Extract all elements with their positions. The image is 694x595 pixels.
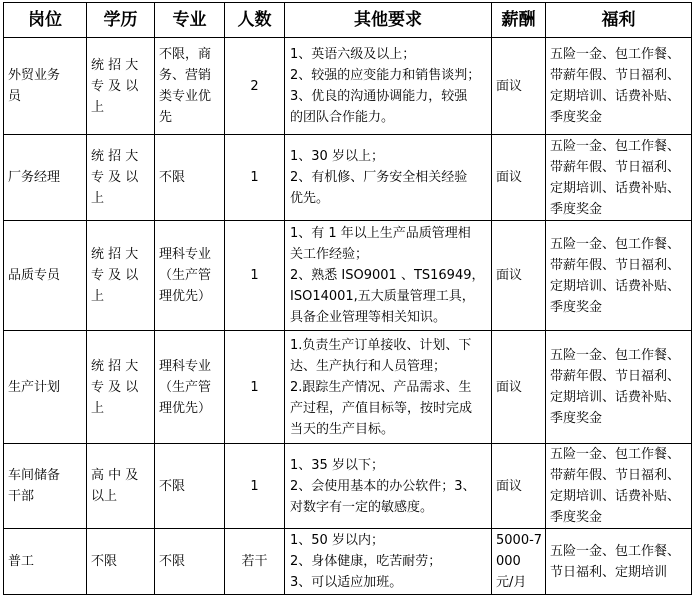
major-cell-line: 务、营销 xyxy=(159,68,212,83)
benefits-cell-line: 五险一金、包工作餐、 xyxy=(550,447,681,462)
header-row xyxy=(4,3,692,38)
benefits-cell xyxy=(546,38,692,135)
benefits-cell xyxy=(546,221,692,331)
table-body xyxy=(4,38,692,595)
major-cell-line: 不限 xyxy=(159,170,186,185)
education-cell-line: 专 及 以 xyxy=(91,379,139,395)
education-cell xyxy=(87,529,155,595)
requirements-cell xyxy=(285,38,492,135)
major-cell-line: （生产管 xyxy=(159,268,212,283)
education-cell-line: 统 招 大 xyxy=(91,149,139,164)
education-cell-line: 统 招 大 xyxy=(91,247,139,262)
table-row xyxy=(4,221,692,331)
salary-cell-line: 5000-7 xyxy=(496,533,543,548)
major-cell-line: 不限 xyxy=(159,554,186,569)
education-cell-line: 上 xyxy=(91,99,105,115)
major-cell-line: 不限 xyxy=(159,478,186,494)
requirements-cell-line: 2.跟踪生产情况、产品需求、生 xyxy=(290,379,472,395)
benefits-cell-line: 五险一金、包工作餐、 xyxy=(550,543,681,559)
major-cell xyxy=(155,444,225,529)
position-cell xyxy=(4,38,87,135)
count-cell: 1 xyxy=(225,135,285,221)
benefits-cell xyxy=(546,444,692,529)
benefits-cell xyxy=(546,331,692,444)
education-cell xyxy=(87,221,155,331)
requirements-cell-line: 2、熟悉 ISO9001 、TS16949， xyxy=(290,268,485,283)
position-cell-line: 厂务经理 xyxy=(8,170,61,185)
benefits-cell-line: 节日福利、定期培训 xyxy=(550,564,668,580)
salary-cell-line: 000 xyxy=(496,554,521,569)
major-cell-line: 理优先） xyxy=(159,400,212,416)
major-cell-line: 理优先） xyxy=(159,289,212,304)
count-cell: 1 xyxy=(225,331,285,444)
benefits-cell-line: 带薪年假、节日福利、 xyxy=(550,68,681,83)
requirements-cell-line: 2、会使用基本的办公软件；3、 xyxy=(290,478,476,494)
position-cell xyxy=(4,135,87,221)
requirements-cell xyxy=(285,331,492,444)
requirements-cell-line: 1、有 1 年以上生产品质管理相 xyxy=(290,226,471,241)
requirements-cell-line: 2、有机修、厂务安全相关经验 xyxy=(290,170,468,185)
education-cell-line: 高 中 及 xyxy=(91,468,139,483)
requirements-cell xyxy=(285,444,492,529)
position-cell xyxy=(4,331,87,444)
benefits-cell-line: 五险一金、包工作餐、 xyxy=(550,236,681,252)
education-cell-line: 不限 xyxy=(91,554,118,569)
count-cell: 1 xyxy=(225,221,285,331)
table-row xyxy=(4,529,692,595)
position-cell-line: 生产计划 xyxy=(8,379,61,395)
position-cell xyxy=(4,221,87,331)
major-cell xyxy=(155,529,225,595)
benefits-cell-line: 季度奖金 xyxy=(550,299,603,315)
benefits-cell-line: 带薪年假、节日福利、 xyxy=(550,257,681,273)
position-cell-line: 普工 xyxy=(8,554,35,569)
requirements-cell-line: 1、30 岁以上； xyxy=(290,149,384,164)
requirements-cell-line: 对数字有一定的敏感度。 xyxy=(290,499,434,515)
header-education: 学历 xyxy=(87,3,155,38)
benefits-cell xyxy=(546,135,692,221)
education-cell-line: 上 xyxy=(91,289,105,304)
benefits-cell-line: 带薪年假、节日福利、 xyxy=(550,468,681,483)
salary-cell xyxy=(492,135,546,221)
salary-cell xyxy=(492,529,546,595)
benefits-cell-line: 五险一金、包工作餐、 xyxy=(550,47,681,62)
requirements-cell-line: 具备企业管理等相关知识。 xyxy=(290,310,447,325)
requirements-cell-line: 2、较强的应变能力和销售谈判； xyxy=(290,68,481,83)
benefits-cell-line: 带薪年假、节日福利、 xyxy=(550,159,681,175)
major-cell-line: 先 xyxy=(159,110,173,125)
table-row xyxy=(4,135,692,221)
education-cell-line: 以上 xyxy=(91,489,118,504)
requirements-cell-line: 1、35 岁以下； xyxy=(290,457,384,473)
requirements-cell-line: 1、50 岁以内； xyxy=(290,533,384,548)
requirements-cell-line: 达、生产执行和人员管理； xyxy=(290,358,447,374)
requirements-cell-line: 关工作经验； xyxy=(290,247,369,262)
count-cell: 2 xyxy=(225,38,285,135)
education-cell xyxy=(87,444,155,529)
benefits-cell-line: 季度奖金 xyxy=(550,201,603,217)
education-cell xyxy=(87,331,155,444)
benefits-cell-line: 季度奖金 xyxy=(550,110,603,125)
benefits-cell-line: 五险一金、包工作餐、 xyxy=(550,348,681,363)
salary-cell-line: 面议 xyxy=(496,478,523,494)
position-cell-line: 车间储备 xyxy=(8,468,61,483)
table-row xyxy=(4,331,692,444)
position-cell-line: 外贸业务 xyxy=(8,68,61,83)
salary-cell xyxy=(492,38,546,135)
major-cell-line: 不限，商 xyxy=(159,47,212,62)
job-table xyxy=(3,2,692,595)
education-cell-line: 专 及 以 xyxy=(91,268,139,283)
salary-cell-line: 面议 xyxy=(496,379,523,395)
education-cell xyxy=(87,135,155,221)
benefits-cell-line: 五险一金、包工作餐、 xyxy=(550,138,681,154)
major-cell xyxy=(155,221,225,331)
position-cell xyxy=(4,444,87,529)
major-cell-line: 理科专业 xyxy=(159,247,212,262)
position-cell-line: 品质专员 xyxy=(8,268,61,283)
requirements-cell xyxy=(285,221,492,331)
salary-cell-line: 面议 xyxy=(496,268,523,283)
major-cell xyxy=(155,135,225,221)
header-requirements: 其他要求 xyxy=(285,3,492,38)
benefits-cell-line: 定期培训、话费补贴、 xyxy=(550,278,681,294)
salary-cell xyxy=(492,444,546,529)
education-cell-line: 统 招 大 xyxy=(91,57,139,73)
requirements-cell-line: 的团队合作能力。 xyxy=(290,110,395,125)
education-cell-line: 统 招 大 xyxy=(91,358,139,374)
education-cell-line: 上 xyxy=(91,400,105,416)
requirements-cell-line: 1、英语六级及以上； xyxy=(290,47,416,62)
major-cell-line: （生产管 xyxy=(159,379,212,395)
requirements-cell-line: 优先。 xyxy=(290,191,330,206)
education-cell-line: 上 xyxy=(91,191,105,206)
table-row xyxy=(4,38,692,135)
requirements-cell-line: 当天的生产目标。 xyxy=(290,421,395,437)
position-cell-line: 干部 xyxy=(8,489,35,504)
major-cell-line: 理科专业 xyxy=(159,358,212,374)
count-cell: 1 xyxy=(225,444,285,529)
count-cell: 若干 xyxy=(225,529,285,595)
benefits-cell-line: 定期培训、话费补贴、 xyxy=(550,180,681,196)
requirements-cell-line: ISO14001,五大质量管理工具， xyxy=(290,289,475,304)
position-cell xyxy=(4,529,87,595)
major-cell xyxy=(155,331,225,444)
major-cell xyxy=(155,38,225,135)
salary-cell xyxy=(492,331,546,444)
header-salary: 薪酬 xyxy=(492,3,546,38)
salary-cell xyxy=(492,221,546,331)
requirements-cell-line: 产过程，产值目标等，按时完成 xyxy=(290,400,473,416)
education-cell xyxy=(87,38,155,135)
requirements-cell-line: 2、身体健康，吃苦耐劳； xyxy=(290,554,442,569)
education-cell-line: 专 及 以 xyxy=(91,170,139,185)
major-cell-line: 类专业优 xyxy=(159,89,212,104)
salary-cell-line: 面议 xyxy=(496,78,523,94)
header-count: 人数 xyxy=(225,3,285,38)
benefits-cell-line: 季度奖金 xyxy=(550,411,603,426)
requirements-cell-line: 1.负责生产订单接收、计划、下 xyxy=(290,337,472,353)
salary-cell-line: 面议 xyxy=(496,170,523,185)
requirements-cell-line: 3、优良的沟通协调能力，较强 xyxy=(290,89,468,104)
benefits-cell xyxy=(546,529,692,595)
table-row xyxy=(4,444,692,529)
benefits-cell-line: 带薪年假、节日福利、 xyxy=(550,369,681,384)
benefits-cell-line: 定期培训、话费补贴、 xyxy=(550,489,681,504)
benefits-cell-line: 定期培训、话费补贴、 xyxy=(550,390,681,405)
requirements-cell xyxy=(285,529,492,595)
benefits-cell-line: 定期培训、话费补贴、 xyxy=(550,89,681,104)
position-cell-line: 员 xyxy=(8,89,22,104)
header-benefits: 福利 xyxy=(546,3,692,38)
education-cell-line: 专 及 以 xyxy=(91,78,139,94)
benefits-cell-line: 季度奖金 xyxy=(550,510,603,525)
requirements-cell-line: 3、可以适应加班。 xyxy=(290,575,403,590)
requirements-cell xyxy=(285,135,492,221)
salary-cell-line: 元/月 xyxy=(496,575,527,590)
header-major: 专业 xyxy=(155,3,225,38)
header-position: 岗位 xyxy=(4,3,87,38)
